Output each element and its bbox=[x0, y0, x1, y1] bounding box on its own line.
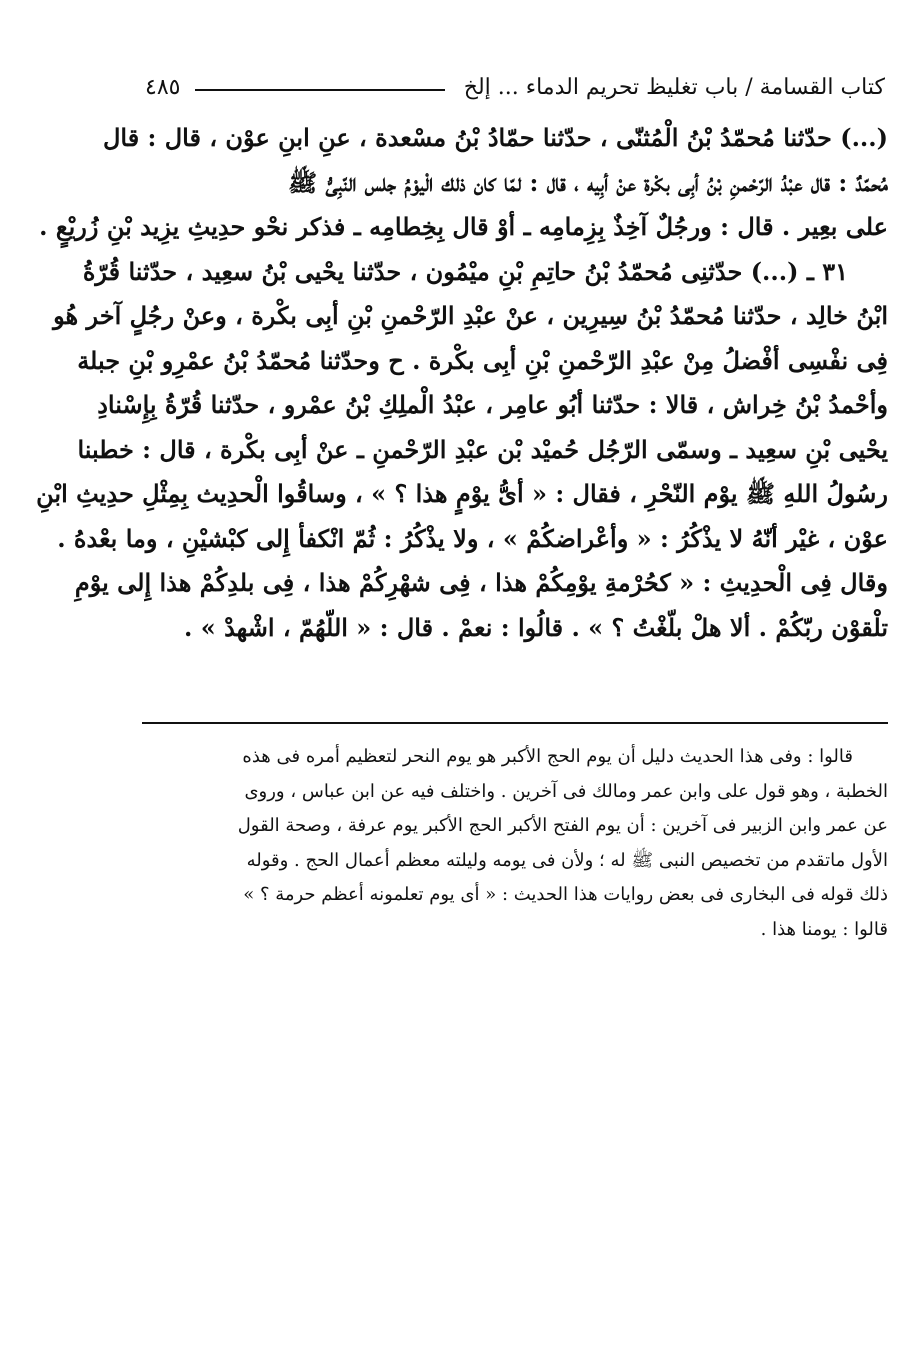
text-line: على بعِير . قال : ورجُلٌ آخِذٌ بِزِمامِه ـ أوْ قال بِخِطامِه ـ فذكر نحْو حدِيثِ يزِيد بْنِ زُريْعٍ . bbox=[39, 212, 888, 241]
note-line: ذلك قوله فى البخارى فى بعض روايات هذا الحديث : « أى يوم تعلمونه أعظم حرمة ؟ » bbox=[243, 884, 888, 905]
text-line: رسُولُ اللهِ ﷺ يوْم النّحْرِ ، فقال : « أىُّ يوْمٍ هذا ؟ » ، وساقُوا الْحدِيث بِمِثْلِ حدِيثِ ابْنِ bbox=[36, 479, 888, 508]
commentary-notes bbox=[140, 740, 888, 947]
page-number: ٤٨٥ bbox=[145, 75, 181, 100]
text-line: يحْيى بْنِ سعِيد ـ وسمّى الرّجُل حُميْد بْن عبْدِ الرّحْمنِ ـ عنْ أبِى بكْرة ، قال : خطبنا bbox=[77, 434, 888, 464]
text-line: ٣١ ـ (...) حدّثنِى مُحمّدُ بْنُ حاتِمِ بْنِ ميْمُون ، حدّثنا يحْيى بْنُ سعِيد ، حدّثنا قُرّةُ bbox=[82, 256, 848, 286]
text-line: عوْن ، غيْر أنّهُ لا يذْكُرُ : « وأعْراضكُمْ » ، ولا يذْكُرُ : ثُمّ انْكفأ إِلى كبْشيْنِ ، وما بعْدهُ . bbox=[57, 523, 888, 553]
page-header bbox=[145, 70, 885, 106]
text-line: فِى نفْسِى أفْضلُ مِنْ عبْدِ الرّحْمنِ بْنِ أبِى بكْرة . ح وحدّثنا مُحمّدُ بْنُ عمْرِو بْنِ جبلة bbox=[77, 345, 888, 375]
note-line: الأول ماتقدم من تخصيص النبى ﷺ له ؛ ولأن فى يومه وليلته معظم أعمال الحج . وقوله bbox=[246, 849, 888, 871]
hadith-text bbox=[36, 116, 888, 650]
text-line: وقال فِى الْحدِيثِ : « كحُرْمةِ يوْمِكُمْ هذا ، فِى شهْرِكُمْ هذا ، فِى بلدِكُمْ هذا إِلى يوْمِ bbox=[74, 568, 888, 597]
text-line: وأحْمدُ بْنُ خِراش ، قالا : حدّثنا أبُو عامِر ، عبْدُ الْملِكِ بْنُ عمْرو ، حدّثنا قُرّةُ بِإِسْنادِ bbox=[97, 390, 888, 419]
footnote-divider bbox=[142, 722, 888, 724]
note-line: عن عمر وابن الزبير فى آخرين : أن يوم الفتح الأكبر الحج الأكبر يوم عرفة ، وصحة القول bbox=[237, 815, 888, 836]
note-line: قالوا : يومنا هذا . bbox=[760, 918, 888, 940]
text-line: ابْنُ خالِد ، حدّثنا مُحمّدُ بْنُ سِيرِين ، عنْ عبْدِ الرّحْمنِ بْنِ أبِى بكْرة ، وعنْ رجُلٍ آخر هُو bbox=[53, 301, 888, 330]
header-rule bbox=[195, 89, 445, 91]
note-line: الخطبة ، وهو قول على وابن عمر ومالك فى آخرين . واختلف فيه عن ابن عباس ، وروى bbox=[244, 780, 888, 802]
text-line: (...) حدّثنا مُحمّدُ بْنُ الْمُثنّى ، حدّثنا حمّادُ بْنُ مسْعدة ، عنِ ابنِ عوْن ، قال : قال bbox=[102, 123, 888, 152]
running-title: كتاب القسامة / باب تغليظ تحريم الدماء ... إلخ bbox=[463, 75, 885, 100]
text-line: مُحمّدٌ : قال عبْدُ الرّحْمنِ بْنُ أبِى بكْرة عنْ أبِيه ، قال : لمّا كان ذلك الْيوْمُ جلس النّبِىُّ ﷺ bbox=[288, 167, 888, 197]
note-line: قالوا : وفى هذا الحديث دليل أن يوم الحج الأكبر هو يوم النحر لتعظيم أمره فى هذه bbox=[242, 746, 853, 767]
text-line: تلْقوْن ربّكُمْ . ألا هلْ بلّغْتُ ؟ » . قالُوا : نعمْ . قال : « اللّهُمّ ، اشْهدْ » . bbox=[184, 612, 888, 642]
